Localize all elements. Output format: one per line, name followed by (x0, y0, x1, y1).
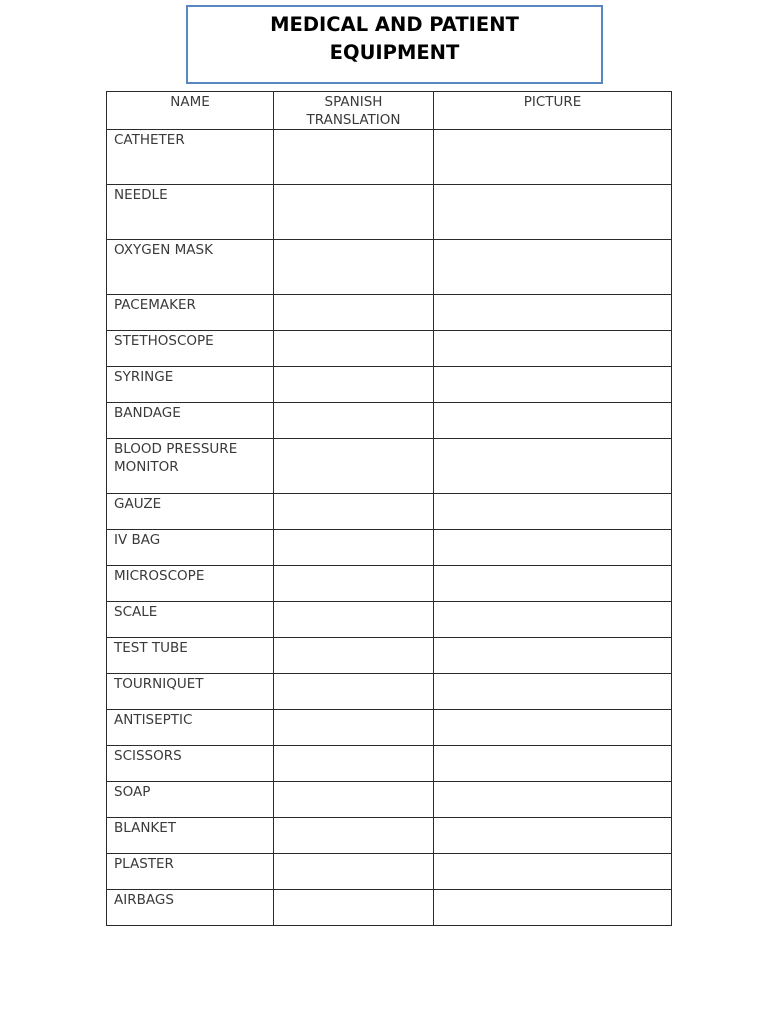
name-cell (107, 130, 274, 185)
table-row (107, 494, 672, 530)
column-header-picture-label: PICTURE (523, 94, 582, 110)
equipment-name: AIRBAGS (114, 892, 174, 908)
picture-cell[interactable] (434, 185, 672, 240)
spanish-translation-cell[interactable] (274, 710, 434, 746)
picture-cell[interactable] (434, 746, 672, 782)
picture-cell[interactable] (434, 710, 672, 746)
picture-cell[interactable] (434, 890, 672, 926)
equipment-table (106, 91, 672, 926)
name-cell (107, 185, 274, 240)
spanish-translation-cell[interactable] (274, 185, 434, 240)
table-row (107, 674, 672, 710)
column-header-picture (434, 92, 672, 130)
picture-cell[interactable] (434, 403, 672, 439)
picture-cell[interactable] (434, 295, 672, 331)
spanish-translation-cell[interactable] (274, 638, 434, 674)
name-cell (107, 530, 274, 566)
equipment-name: GAUZE (114, 496, 162, 512)
spanish-translation-cell[interactable] (274, 566, 434, 602)
title-box (186, 5, 603, 84)
name-cell (107, 602, 274, 638)
spanish-translation-cell[interactable] (274, 403, 434, 439)
table-row (107, 295, 672, 331)
name-cell (107, 854, 274, 890)
picture-cell[interactable] (434, 638, 672, 674)
table-header-row (107, 92, 672, 130)
spanish-translation-cell[interactable] (274, 890, 434, 926)
spanish-translation-cell[interactable] (274, 130, 434, 185)
page-title-line-2: EQUIPMENT (329, 41, 460, 64)
spanish-translation-cell[interactable] (274, 530, 434, 566)
page-title-line-1: MEDICAL AND PATIENT (270, 13, 519, 36)
equipment-name: IV BAG (114, 532, 161, 548)
picture-cell[interactable] (434, 674, 672, 710)
name-cell (107, 710, 274, 746)
equipment-name: BANDAGE (114, 405, 181, 421)
table-row (107, 439, 672, 494)
table-row (107, 240, 672, 295)
equipment-name: SYRINGE (114, 369, 174, 385)
equipment-name: PLASTER (114, 856, 174, 872)
picture-cell[interactable] (434, 854, 672, 890)
spanish-translation-cell[interactable] (274, 367, 434, 403)
equipment-name-line-2: MONITOR (114, 459, 179, 475)
name-cell (107, 331, 274, 367)
table-row (107, 710, 672, 746)
equipment-name: NEEDLE (114, 187, 168, 203)
spanish-translation-cell[interactable] (274, 439, 434, 494)
table-row (107, 746, 672, 782)
picture-cell[interactable] (434, 566, 672, 602)
spanish-translation-cell[interactable] (274, 240, 434, 295)
equipment-name: SCALE (114, 604, 158, 620)
picture-cell[interactable] (434, 130, 672, 185)
picture-cell[interactable] (434, 240, 672, 295)
name-cell (107, 240, 274, 295)
name-cell (107, 782, 274, 818)
picture-cell[interactable] (434, 530, 672, 566)
name-cell (107, 818, 274, 854)
spanish-translation-cell[interactable] (274, 854, 434, 890)
table-row (107, 403, 672, 439)
spanish-translation-cell[interactable] (274, 782, 434, 818)
column-header-spanish-translation (274, 92, 434, 130)
name-cell (107, 439, 274, 494)
picture-cell[interactable] (434, 782, 672, 818)
table-row (107, 331, 672, 367)
equipment-name: PACEMAKER (114, 297, 196, 313)
column-header-name-label: NAME (170, 94, 210, 110)
name-cell (107, 674, 274, 710)
table-row (107, 638, 672, 674)
picture-cell[interactable] (434, 331, 672, 367)
table-row (107, 854, 672, 890)
equipment-name: BLOOD PRESSURE (114, 441, 238, 457)
equipment-name: MICROSCOPE (114, 568, 205, 584)
name-cell (107, 638, 274, 674)
table-row (107, 602, 672, 638)
equipment-name: TEST TUBE (114, 640, 188, 656)
table-row (107, 566, 672, 602)
spanish-translation-cell[interactable] (274, 331, 434, 367)
name-cell (107, 403, 274, 439)
name-cell (107, 494, 274, 530)
equipment-name: SOAP (114, 784, 151, 800)
picture-cell[interactable] (434, 439, 672, 494)
column-header-name (107, 92, 274, 130)
table-row (107, 818, 672, 854)
spanish-translation-cell[interactable] (274, 494, 434, 530)
table-row (107, 130, 672, 185)
picture-cell[interactable] (434, 818, 672, 854)
name-cell (107, 746, 274, 782)
equipment-name: SCISSORS (114, 748, 182, 764)
name-cell (107, 295, 274, 331)
spanish-translation-cell[interactable] (274, 818, 434, 854)
picture-cell[interactable] (434, 494, 672, 530)
name-cell (107, 566, 274, 602)
table-row (107, 782, 672, 818)
equipment-name: STETHOSCOPE (114, 333, 214, 349)
spanish-translation-cell[interactable] (274, 295, 434, 331)
picture-cell[interactable] (434, 367, 672, 403)
table-row (107, 367, 672, 403)
equipment-name: TOURNIQUET (114, 676, 204, 692)
name-cell (107, 367, 274, 403)
column-header-spanish-line-2: TRANSLATION (306, 112, 401, 128)
table-row (107, 530, 672, 566)
spanish-translation-cell[interactable] (274, 602, 434, 638)
equipment-name: BLANKET (114, 820, 177, 836)
name-cell (107, 890, 274, 926)
table-row (107, 185, 672, 240)
equipment-name: CATHETER (114, 132, 185, 148)
spanish-translation-cell[interactable] (274, 674, 434, 710)
spanish-translation-cell[interactable] (274, 746, 434, 782)
column-header-spanish-line-1: SPANISH (324, 94, 383, 110)
picture-cell[interactable] (434, 602, 672, 638)
equipment-name: ANTISEPTIC (114, 712, 193, 728)
table-row (107, 890, 672, 926)
equipment-name: OXYGEN MASK (114, 242, 213, 258)
